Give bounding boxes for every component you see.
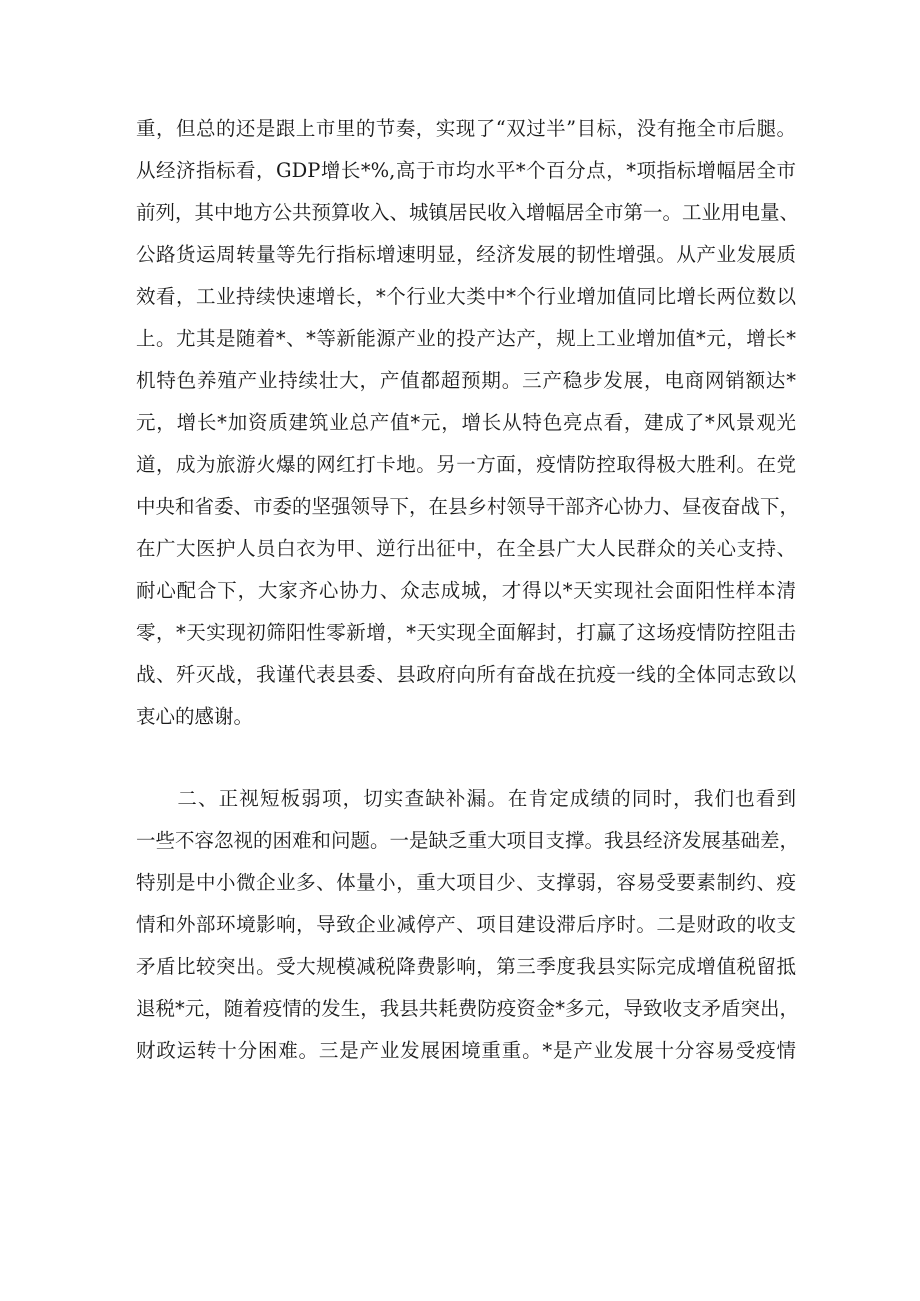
text-line: 财政运转十分困难。三是产业发展困境重重。*是产业发展十分容易受疫情 bbox=[136, 1039, 796, 1062]
text-line: 情和外部环境影响，导致企业减停产、项目建设滞后序时。二是财政的收支 bbox=[136, 913, 796, 936]
text-line: 在广大医护人员白衣为甲、逆行出征中，在全县广大人民群众的关心支持、 bbox=[136, 537, 796, 560]
text-line: 一些不容忽视的困难和问题。一是缺乏重大项目支撑。我县经济发展基础差， bbox=[136, 829, 800, 852]
text-line: 公路货运周转量等先行指标增速明显，经济发展的韧性增强。从产业发展质 bbox=[136, 243, 796, 266]
text-line: 退税*元，随着疫情的发生，我县共耗费防疫资金*多元，导致收支矛盾突出， bbox=[136, 997, 800, 1020]
text-line: 二、正视短板弱项，切实查缺补漏。在肯定成绩的同时，我们也看到 bbox=[136, 787, 796, 810]
text-line: 从经济指标看，GDP增长*%,高于市均水平*个百分点，*项指标增幅居全市 bbox=[136, 159, 796, 182]
text-line: 重，但总的还是跟上市里的节奏，实现了“双过半”目标，没有拖全市后腿。 bbox=[136, 117, 796, 140]
text-line: 耐心配合下，大家齐心协力、众志成城，才得以*天实现社会面阳性样本清 bbox=[136, 579, 796, 602]
paragraph-2 bbox=[136, 778, 800, 1072]
text-line: 道，成为旅游火爆的网红打卡地。另一方面，疫情防控取得极大胜利。在党 bbox=[136, 453, 796, 476]
paragraph-1 bbox=[136, 108, 800, 738]
text-line: 矛盾比较突出。受大规模减税降费影响，第三季度我县实际完成增值税留抵 bbox=[136, 955, 796, 978]
text-line: 机特色养殖产业持续壮大，产值都超预期。三产稳步发展，电商网销额达* bbox=[136, 369, 796, 392]
paragraph-spacer bbox=[136, 738, 796, 778]
text-line: 特别是中小微企业多、体量小，重大项目少、支撑弱，容易受要素制约、疫 bbox=[136, 871, 796, 894]
text-line: 战、歼灭战，我谨代表县委、县政府向所有奋战在抗疫一线的全体同志致以 bbox=[136, 663, 796, 686]
text-line: 前列，其中地方公共预算收入、城镇居民收入增幅居全市第一。工业用电量、 bbox=[136, 201, 800, 224]
text-line: 效看，工业持续快速增长，*个行业大类中*个行业增加值同比增长两位数以 bbox=[136, 285, 796, 308]
text-line: 上。尤其是随着*、*等新能源产业的投产达产，规上工业增加值*元，增长* bbox=[136, 327, 796, 350]
text-line: 零，*天实现初筛阳性零新增，*天实现全面解封，打赢了这场疫情防控阻击 bbox=[136, 621, 796, 644]
text-line: 衷心的感谢。 bbox=[136, 705, 254, 728]
document-body bbox=[136, 108, 800, 1072]
text-line: 元，增长*加资质建筑业总产值*元，增长从特色亮点看，建成了*风景观光 bbox=[136, 411, 796, 434]
text-line: 中央和省委、市委的坚强领导下，在县乡村领导干部齐心协力、昼夜奋战下， bbox=[136, 495, 800, 518]
